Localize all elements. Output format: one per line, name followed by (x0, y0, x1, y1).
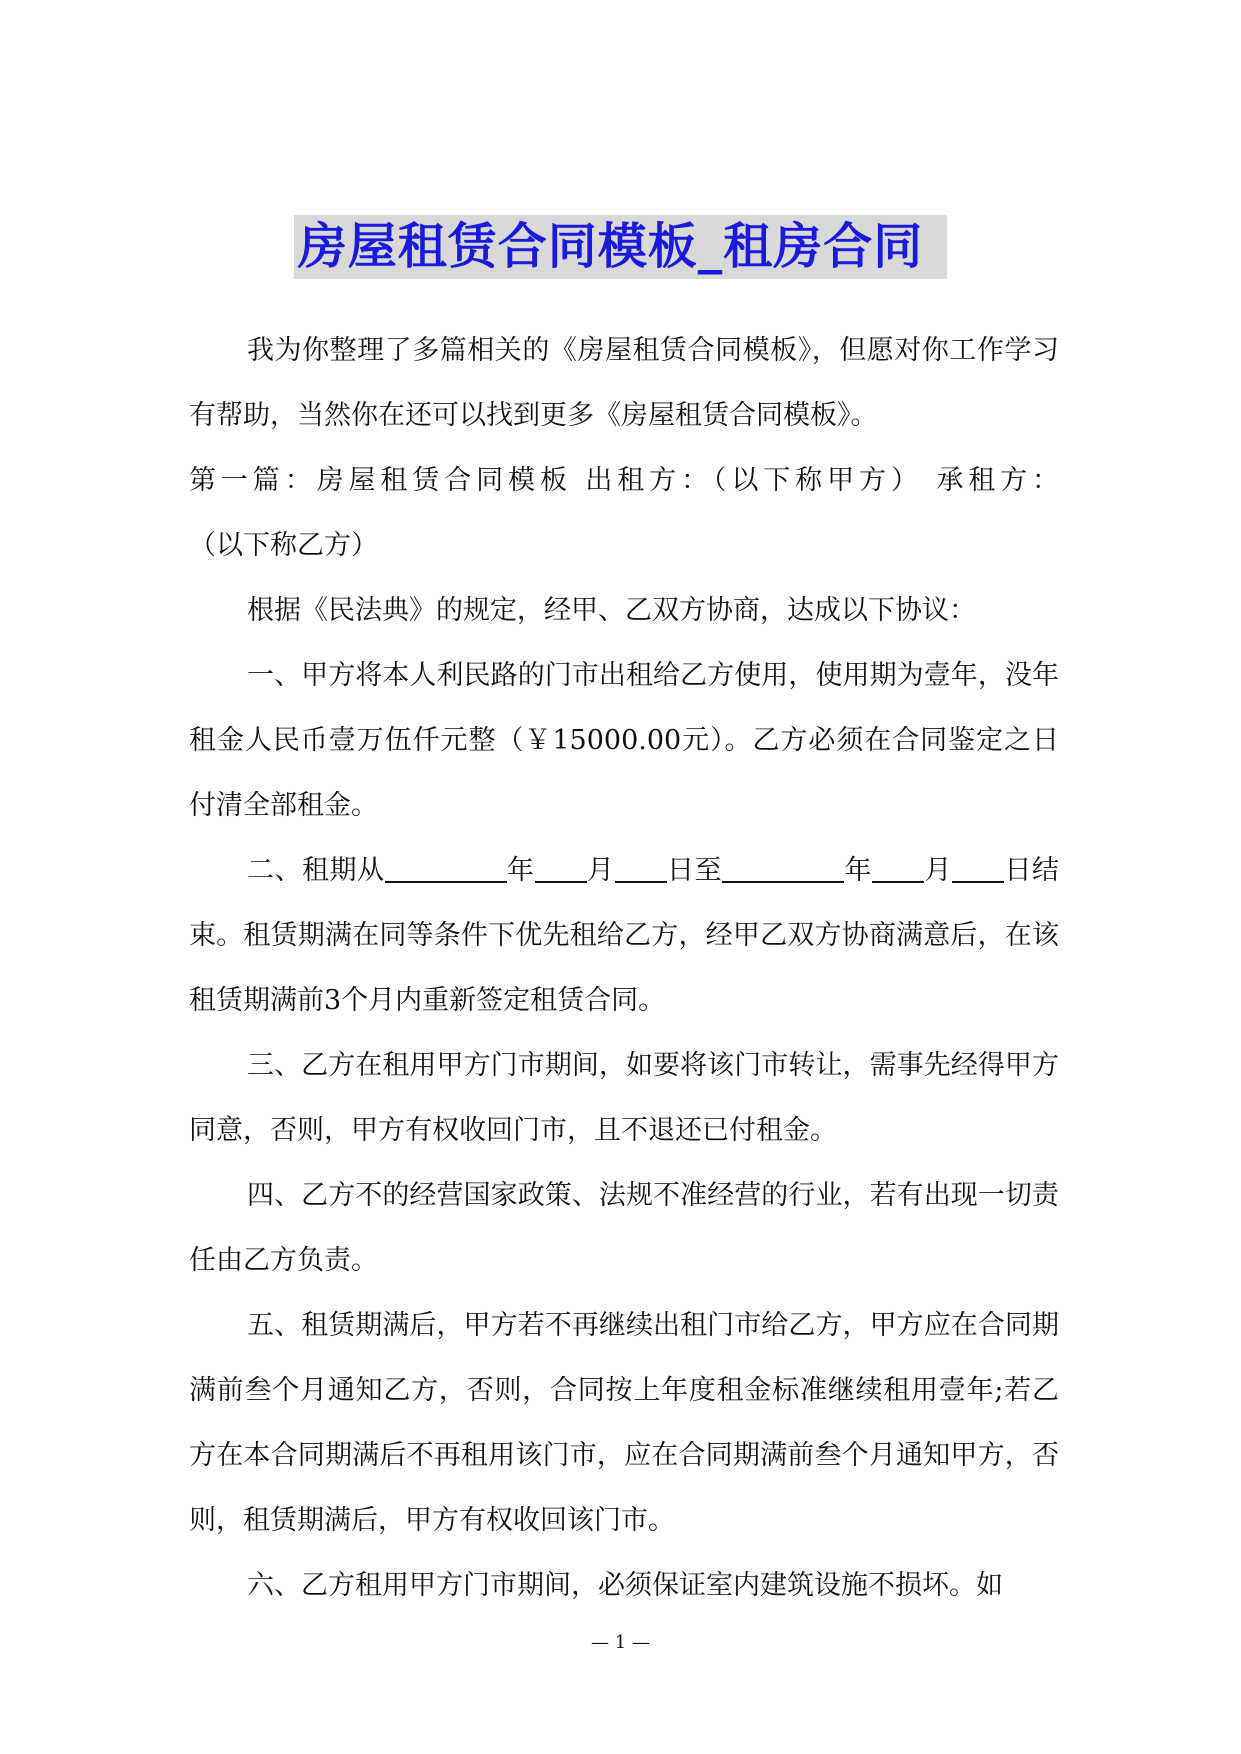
clause-2-year-2: 年 (844, 855, 872, 886)
document-title: 房屋租赁合同模板_租房合同 (294, 215, 948, 279)
lessor-label: 出租方：（以下称甲方） (585, 465, 923, 496)
lessee-label: 承租方： (936, 465, 1060, 496)
clause-2-year-1: 年 (506, 855, 535, 886)
clause-2-day-to: 日至 (666, 855, 722, 886)
clause-2-prefix: 二、租期从 (247, 855, 385, 886)
blank-end-day[interactable] (952, 854, 1004, 883)
lessee-note: （以下称乙方） (189, 530, 378, 561)
clause-5: 五、租赁期满后，甲方若不再继续出租门市给乙方，甲方应在合同期满前叁个月通知乙方，否则，合同按上年度租金标准继续租用壹年;若乙方在本合同期满后不再租用该门市，应在合同期满前叁个月通知甲方，否则，租赁期满后，甲方有权收回该门市。 (189, 1310, 1059, 1536)
section-heading-paragraph (189, 448, 1059, 513)
blank-start-year[interactable] (385, 854, 507, 883)
intro-paragraph: 我为你整理了多篇相关的《房屋租赁合同模板》，但愿对你工作学习有帮助，当然你在还可以找到更多《房屋租赁合同模板》。 (189, 335, 1059, 431)
clause-2-month-2: 月 (924, 855, 952, 886)
clause-2 (189, 838, 1059, 1033)
blank-start-month[interactable] (535, 854, 587, 883)
clause-2-month-1: 月 (586, 855, 615, 886)
clause-1: 一、甲方将本人利民路的门市出租给乙方使用，使用期为壹年，没年租金人民币壹万伍仟元整（￥15000.00元）。乙方必须在合同鉴定之日付清全部租金。 (189, 660, 1059, 821)
section-heading: 第一篇：房屋租赁合同模板 (189, 465, 572, 496)
blank-end-year[interactable] (722, 854, 844, 883)
clause-6: 六、乙方租用甲方门市期间，必须保证室内建筑设施不损坏。如 (247, 1570, 1003, 1601)
page-number: — 1 — (591, 1632, 650, 1653)
blank-start-day[interactable] (615, 854, 667, 883)
clause-3: 三、乙方在租用甲方门市期间，如要将该门市转让，需事先经得甲方同意，否则，甲方有权收回门市，且不退还已付租金。 (189, 1050, 1059, 1146)
document-body (189, 318, 1059, 1618)
clause-4: 四、乙方不的经营国家政策、法规不准经营的行业，若有出现一切责任由乙方负责。 (189, 1180, 1059, 1276)
title-container (0, 215, 1241, 279)
clause-2-rest: 日结束。租赁期满在同等条件下优先租给乙方，经甲乙双方协商满意后，在该租赁期满前3个月内重新签定租赁合同。 (189, 855, 1059, 1016)
blank-end-month[interactable] (872, 854, 924, 883)
basis-paragraph: 根据《民法典》的规定，经甲、乙双方协商，达成以下协议： (247, 595, 976, 626)
